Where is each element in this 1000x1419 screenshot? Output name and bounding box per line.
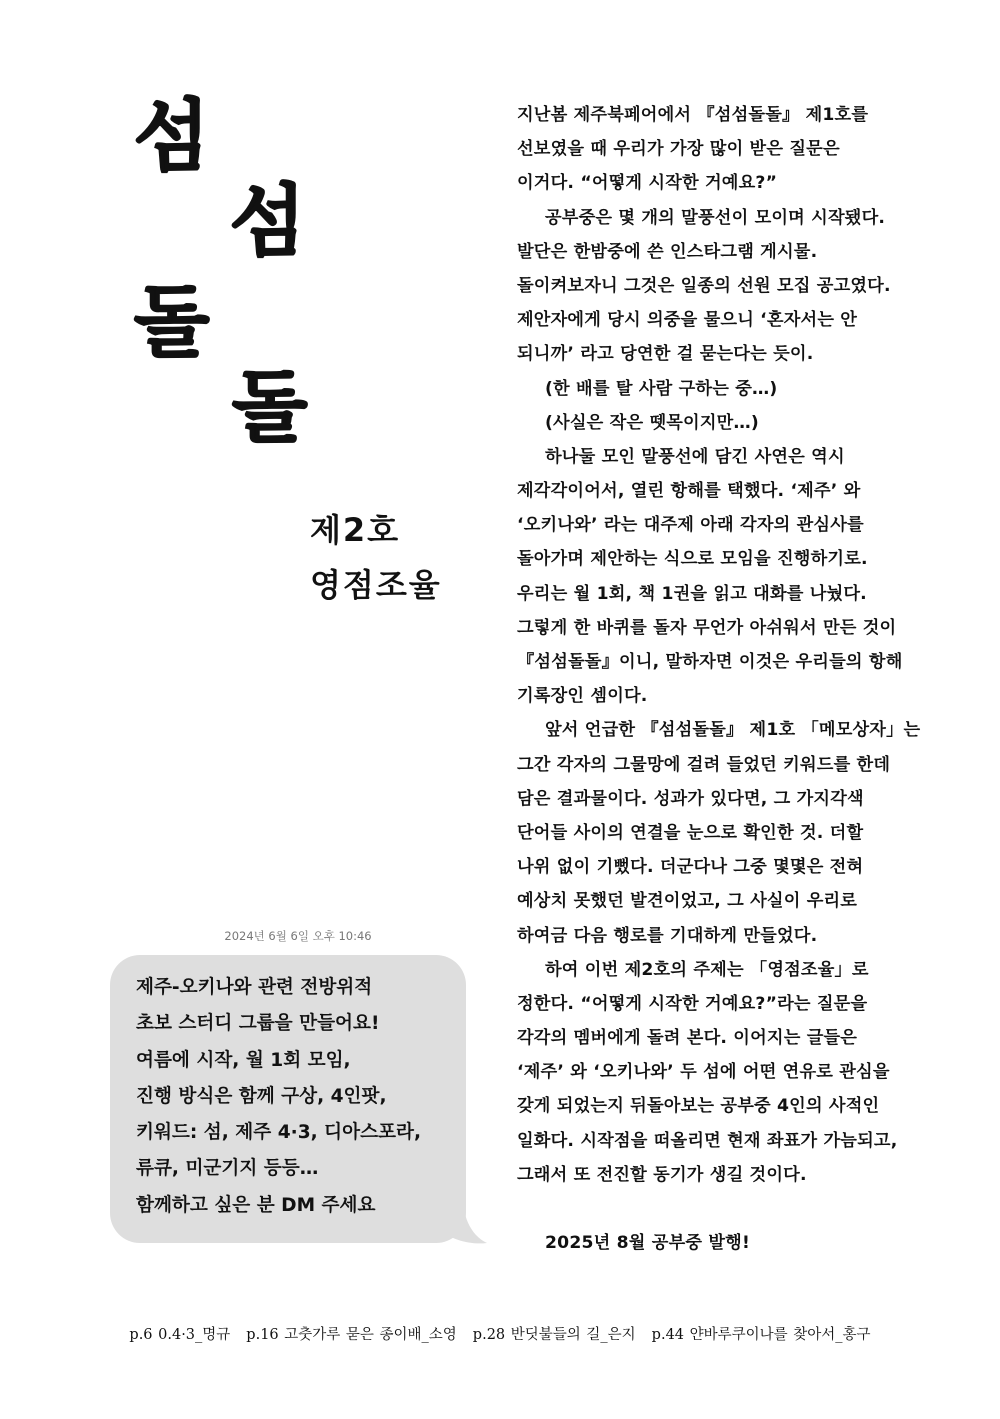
body-line: 돌이켜보자니 그것은 일종의 선원 모집 공고였다. — [517, 275, 891, 296]
body-line: 갖게 되었는지 뒤돌아보는 공부중 4인의 사적인 — [517, 1096, 880, 1117]
body-line: (사실은 작은 뗏목이지만…) — [545, 412, 759, 433]
body-line: 각각의 멤버에게 돌려 본다. 이어지는 글들은 — [517, 1028, 858, 1049]
body-line: (한 배를 탈 사람 구하는 중…) — [545, 378, 778, 399]
body-line: 기록장인 셈이다. — [517, 686, 648, 707]
body-line: 하여 이번 제2호의 주제는 「영점조율」로 — [545, 959, 869, 980]
editorial-body — [517, 98, 957, 1260]
body-line: 『섬섬돌돌』이니, 말하자면 이것은 우리들의 항해 — [517, 652, 903, 672]
message-line: 여름에 시작, 월 1회 모임, — [136, 1049, 351, 1071]
title-char-4: 돌 — [232, 363, 306, 453]
body-line: 발단은 한밤중에 쓴 인스타그램 게시물. — [517, 241, 818, 262]
message-line: 제주-오키나와 관련 전방위적 — [136, 977, 373, 998]
body-line: 하여금 다음 행로를 기대하게 만들었다. — [517, 925, 818, 946]
issue-number: 제2호 — [310, 511, 401, 549]
body-line: 제안자에게 당시 의중을 물으니 ‘혼자서는 안 — [517, 310, 858, 331]
body-line: 하나둘 모인 말풍선에 담긴 사연은 역시 — [545, 446, 845, 467]
contents-entry: p.6 0.4·3_명규 — [129, 1327, 231, 1343]
body-line: 그렇게 한 바퀴를 돌자 무언가 아쉬워서 만든 것이 — [517, 617, 897, 638]
body-line: ‘제주’ 와 ‘오키나와’ 두 섬에 어떤 연유로 관심을 — [517, 1062, 890, 1083]
body-line: 담은 결과물이다. 성과가 있다면, 그 가지각색 — [517, 788, 864, 809]
body-line: 단어들 사이의 연결을 눈으로 확인한 것. 더할 — [517, 822, 864, 843]
contents-entry: p.28 반딧불들의 길_은지 — [472, 1327, 636, 1343]
contents-entry: p.16 고춧가루 묻은 종이배_소영 — [246, 1327, 457, 1343]
message-line: 키워드: 섬, 제주 4·3, 디아스포라, — [136, 1122, 422, 1144]
message-line: 함께하고 싶은 분 DM 주세요 — [136, 1194, 376, 1216]
message-line: 진행 방식은 함께 구상, 4인팟, — [136, 1085, 387, 1107]
body-line: 그래서 또 전진할 동기가 생길 것이다. — [517, 1164, 807, 1185]
contents-entry: p.44 얀바루쿠이나를 찾아서_홍구 — [651, 1327, 871, 1343]
body-line: 지난봄 제주북페어에서 『섬섬돌돌』 제1호를 — [517, 105, 869, 125]
bubble-tail — [440, 1190, 490, 1246]
body-line: 이거다. “어떻게 시작한 거예요?” — [517, 173, 778, 194]
body-line: 그간 각자의 그물망에 걸려 들었던 키워드를 한데 — [517, 754, 891, 775]
title-char-2: 섬 — [230, 177, 304, 267]
title-char-3: 돌 — [134, 278, 208, 368]
body-line: 돌아가며 제안하는 식으로 모임을 진행하기로. — [517, 549, 868, 570]
closing-line: 2025년 8월 공부중 발행! — [545, 1233, 751, 1253]
message-timestamp: 2024년 6월 6일 오후 10:46 — [224, 929, 372, 943]
title-char-1: 섬 — [134, 92, 208, 182]
body-line: 되니까’ 라고 당연한 걸 묻는다는 듯이. — [517, 344, 814, 365]
body-line: ‘오키나와’ 라는 대주제 아래 각자의 관심사를 — [517, 515, 864, 536]
body-line: 예상치 못했던 발견이었고, 그 사실이 우리로 — [517, 891, 858, 912]
body-line: 정한다. “어떻게 시작한 거예요?”라는 질문을 — [517, 993, 868, 1014]
table-of-contents — [0, 1323, 1000, 1344]
body-line: 일화다. 시작점을 떠올리면 현재 좌표가 가늠되고, — [517, 1130, 898, 1151]
body-line: 앞서 언급한 『섬섬돌돌』 제1호 「메모상자」는 — [545, 720, 921, 741]
body-line: 공부중은 몇 개의 말풍선이 모이며 시작됐다. — [545, 207, 886, 228]
body-line: 나위 없이 기뻤다. 더군다나 그중 몇몇은 전혀 — [517, 857, 864, 878]
message-text — [136, 970, 421, 1224]
body-line: 우리는 월 1회, 책 1권을 읽고 대화를 나눴다. — [517, 583, 867, 604]
message-line: 류큐, 미군기지 등등… — [136, 1158, 319, 1180]
body-line: 선보였을 때 우리가 가장 많이 받은 질문은 — [517, 139, 840, 160]
body-line: 제각각이어서, 열린 항해를 택했다. ‘제주’ 와 — [517, 481, 861, 502]
message-line: 초보 스터디 그룹을 만들어요! — [136, 1013, 380, 1035]
issue-theme: 영점조율 — [310, 566, 442, 604]
